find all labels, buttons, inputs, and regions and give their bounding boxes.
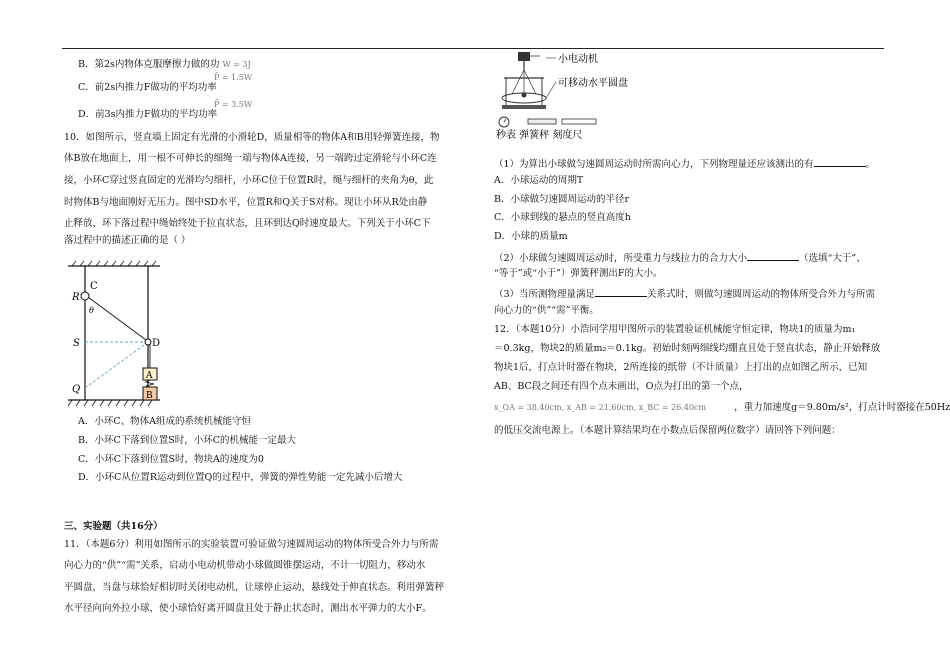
label-q: Q: [72, 384, 81, 395]
q11-part-3-line-2: 向心力的“供”“需”平衡。: [494, 305, 599, 316]
q12-formula-line: [494, 401, 950, 414]
label-theta: θ: [89, 306, 94, 315]
option-c-formula-line: [214, 71, 252, 84]
q11-part-2-text-b: （选填“大于”、: [799, 253, 866, 264]
q11-line-0: 11．（本题6分）利用如图所示的实验装置可验证做匀速圆周运动的物体所受合外力与所需: [64, 539, 439, 550]
q10-line-0: 10．如图所示，竖直墙上固定有光滑的小滑轮D，质量相等的物体A和B用轻弹簧连接，物: [64, 132, 440, 143]
q10-line-3: 时物体B与地面刚好无压力。图中SD水平，位置R和Q关于S对称。现让小环从R处由静: [64, 197, 428, 208]
q12-line-1: ＝0.3kg，物块2的质量m₂＝0.1kg。初始时刻两细线均绷直且处于竖直状态，静止开始释放: [494, 343, 881, 354]
q11-part-3-text-a: （3）当所测物理量满足: [494, 289, 596, 300]
q12-formula: x_OA = 38.40cm, x_AB = 21.60cm, x_BC = 26.40cm: [494, 403, 707, 412]
pendulum-string-left: [512, 70, 524, 94]
q11-option-d: D．小球的质量m: [494, 231, 568, 242]
base: [502, 105, 546, 109]
option-c-formula: P̄ = 1.5W: [214, 73, 253, 82]
label-tools: 秒表 弹簧秤 刻度尺: [496, 130, 583, 141]
section-3-title: 三、实验题（共16分）: [64, 521, 163, 532]
q10-option-c: C．小环C下落到位置S时，物块A的速度为0: [78, 454, 264, 465]
q11-option-a: A．小球运动的周期T: [494, 175, 584, 186]
disc-leader-line: [546, 82, 556, 98]
spring-scale-icon: [528, 119, 556, 124]
label-a: A: [146, 371, 153, 381]
q12-last-line: 的低压交流电源上。（本题计算结果均在小数点后保留两位数字）请回答下列问题：: [494, 425, 841, 436]
q-dashed-line: [85, 342, 148, 388]
answer-blank-2[interactable]: [747, 250, 799, 261]
label-s: S: [73, 338, 80, 349]
q12-line-3: AB、BC段之间还有四个点未画出，O点为打出的第一个点，: [494, 381, 749, 392]
q11-line-1: 向心力的“供”“需”关系，启动小电动机带动小球做圆锥摆运动，不计一切阻力，移动水: [64, 560, 426, 571]
q11-part-2-line-2: “等于”或“小于”）弹簧秤测出F的大小。: [494, 268, 663, 279]
q10-line-2: 接，小环C穿过竖直固定的光滑均匀细杆，小环C位于位置R时，绳与细杆的夹角为θ，此: [64, 175, 434, 186]
q11-part-2-line-1: [494, 250, 866, 265]
q11-option-b: B．小球做匀速圆周运动的半径r: [494, 194, 630, 205]
q10-line-5: 落过程中的描述正确的是（ ）: [64, 235, 191, 246]
q10-line-1: 体B放在地面上，用一根不可伸长的细绳一端与物体A连接，另一端跨过定滑轮与小环C连: [64, 153, 437, 164]
q12-after-formula: ，重力加速度g＝9.80m/s²，打点计时器接在50Hz: [734, 402, 950, 413]
string-rd: [88, 297, 146, 340]
q11-part-1-text: （1）为算出小球做匀速圆周运动时所需向心力，下列物理量还应该测出的有: [494, 159, 814, 170]
header-rule: [62, 48, 884, 49]
q10-option-b: B．小环C下落到位置S时，小环C的机械能一定最大: [78, 435, 297, 446]
q11-part-3-text-b: 关系式时，则做匀速圆周运动的物体所受合外力与所需: [647, 289, 876, 300]
option-b-formula: W = 3J: [222, 60, 251, 69]
q11-apparatus-figure: [494, 50, 644, 142]
q11-part-1: [494, 156, 875, 171]
answer-blank-1[interactable]: [814, 156, 866, 167]
option-d-formula-line: [214, 98, 252, 111]
motor-body: [518, 52, 530, 61]
q11-option-c: C．小球到线的悬点的竖直高度h: [494, 212, 631, 223]
label-motor: 小电动机: [558, 54, 598, 65]
label-disc: 可移动水平圆盘: [558, 78, 628, 89]
pendulum-string-right: [524, 70, 536, 94]
option-d: [78, 108, 217, 121]
q11-part-2-text-a: （2）小球做匀速圆周运动时，所受重力与线拉力的合力大小: [494, 253, 748, 264]
q10-figure: [64, 260, 174, 408]
option-d-formula: P̄ = 3.5W: [214, 100, 253, 109]
q12-line-2: 物块1后，打点计时器在物块，2所连接的纸带（不计质量）上打出的点如图乙所示，已知: [494, 362, 868, 373]
q10-line-4: 止释放，环下落过程中绳始终处于拉直状态，且环到达Q时速度最大。下列关于小环C下: [64, 218, 431, 229]
q10-option-d: D．小环C从位置R运动到位置Q的过程中，弹簧的弹性势能一定先减小后增大: [78, 472, 403, 483]
ring-c: [81, 292, 89, 300]
label-d: D: [152, 338, 161, 349]
q11-part-1-end: 。: [865, 159, 876, 170]
option-b: [78, 58, 251, 71]
ground-hatch: [68, 400, 152, 406]
q10-option-a: A．小环C、物体A组成的系统机械能守恒: [78, 416, 251, 427]
q11-line-2: 平圆盘，当盘与球恰好相切时关闭电动机，让球停止运动，悬线处于伸直状态。利用弹簧秤: [64, 582, 445, 593]
answer-blank-3[interactable]: [595, 286, 647, 297]
label-b: B: [146, 391, 153, 401]
option-d-text: D．前3s内推力F做功的平均功率: [78, 109, 218, 120]
label-c: C: [90, 281, 98, 292]
ceiling-hatch: [72, 261, 156, 266]
label-r: R: [72, 292, 80, 303]
ruler-icon: [562, 119, 596, 124]
option-c-text: C．前2s内推力F做功的平均功率: [78, 82, 217, 93]
q11-line-3: 水平径向向外拉小球，使小球恰好离开圆盘且处于静止状态时，测出水平弹力的大小F。: [64, 603, 432, 614]
option-c: [78, 81, 217, 94]
option-b-text: B．第2s内物体克服摩擦力做的功: [78, 59, 220, 70]
q11-part-3-line-1: [494, 286, 875, 301]
q12-line-0: 12．（本题10分）小浩同学用甲图所示的装置验证机械能守恒定律，物块1的质量为m₁: [494, 324, 856, 335]
